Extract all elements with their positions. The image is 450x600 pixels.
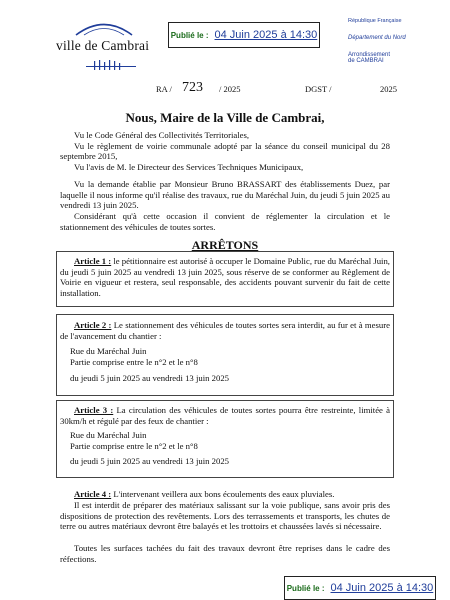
article-4-label: Article 4 : [74, 489, 112, 499]
ra-year: / 2025 [219, 84, 241, 94]
vu-line-2: Vu le règlement de voirie communale adopté par la séance du conseil municipal du 28 septembre 2015, [60, 140, 390, 162]
departement-text: Département du Nord [348, 35, 406, 41]
vu-demande: Vu la demande établie par Monsieur Bruno BRASSART des établissements Duez, par laquelle il nous informe qu'il réalise des travaux, rue du Maréchal Juin, du jeudi 5 juin 2025 au vendredi 13 juin 2025. [60, 179, 390, 211]
article-2-text: Le stationnement des véhicules de toutes sortes sera interdit, au fur et à mesure de l'avancement du chantier : [60, 320, 390, 341]
logo-text: ville de Cambrai [56, 38, 150, 53]
article-2-dates: du jeudi 5 juin 2025 au vendredi 13 juin 2025 [70, 373, 230, 383]
vu-block [60, 130, 390, 172]
dgst-label: DGST / [305, 84, 332, 94]
article-3-street: Rue du Maréchal Juin [70, 430, 147, 440]
article-3-dates: du jeudi 5 juin 2025 au vendredi 13 juin 2025 [70, 456, 230, 466]
article-4-p2: Il est interdit de préparer des matériaux salissant sur la voie publique, sans avoir pris des dispositions de protection des revêtements. Lors des terrassements et transports, les chutes de terre ou autres matériaux devront être balayés et les trottoirs et chaussées lavés si nécessaire. [60, 500, 390, 532]
republique-text: République Française [348, 18, 402, 24]
article-4-p3: Toutes les surfaces tachées du fait des travaux devront être reprises dans le cadre des réfections. [60, 543, 390, 564]
article-2-street: Rue du Maréchal Juin [70, 346, 147, 356]
published-stamp-bottom [284, 576, 436, 600]
published-date: 04 Juin 2025 à 14:30 [214, 29, 318, 41]
logo-arc-icon [74, 20, 134, 36]
ra-number: 723 [182, 80, 203, 95]
arretons-heading: ARRÊTONS [191, 238, 259, 252]
vu-line-3: Vu l'avis de M. le Directeur des Services Techniques Municipaux, [74, 161, 304, 172]
ra-label: RA / [156, 84, 172, 94]
considerant: Considérant qu'à cette occasion il convient de réglementer la circulation et le stationnement des véhicules de toutes sortes. [60, 211, 390, 232]
article-3-label: Article 3 : [74, 405, 114, 415]
article-4-text: L'intervenant veillera aux bons écoulements des eaux pluviales. [111, 489, 335, 499]
page-title: Nous, Maire de la Ville de Cambrai, [125, 110, 325, 125]
article-4 [60, 489, 390, 500]
article-3-part: Partie comprise entre le n°2 et le n°8 [70, 441, 198, 451]
arrondissement-name: de CAMBRAI [348, 58, 384, 64]
reference-line [0, 80, 450, 100]
published-label: Publié le : [170, 30, 209, 40]
article-3 [60, 405, 390, 426]
dgst-year: 2025 [380, 84, 397, 94]
article-1 [60, 256, 390, 298]
published-date-bottom: 04 Juin 2025 à 14:30 [330, 582, 434, 594]
header-right [348, 18, 448, 64]
published-label-bottom: Publié le : [286, 583, 325, 593]
article-1-label: Article 1 : [74, 256, 112, 266]
article-2-part: Partie comprise entre le n°2 et le n°8 [70, 357, 198, 367]
cambrai-logo [56, 20, 166, 68]
logo-bars-icon [86, 60, 136, 70]
arrondissement-text: Arrondissement [348, 52, 391, 58]
article-3-text: La circulation des véhicules de toutes sortes pourra être restreinte, limitée à 30km/h et régulé par des feux de chantier : [60, 405, 390, 426]
article-2 [60, 320, 390, 341]
vu-line-1: Vu le Code Général des Collectivités Territoriales, [74, 130, 250, 140]
published-stamp-top [168, 22, 320, 48]
article-1-text: le pétitionnaire est autorisé à occuper le Domaine Public, rue du Maréchal Juin, du jeudi 5 juin 2025 au vendredi 13 juin 2025, sous réserve de se conformer au Règlement de Voirie en vigueur et restera, seul responsable, des accidents pouvant survenir du fait de cette installation. [60, 256, 390, 298]
article-2-label: Article 2 : [74, 320, 112, 330]
